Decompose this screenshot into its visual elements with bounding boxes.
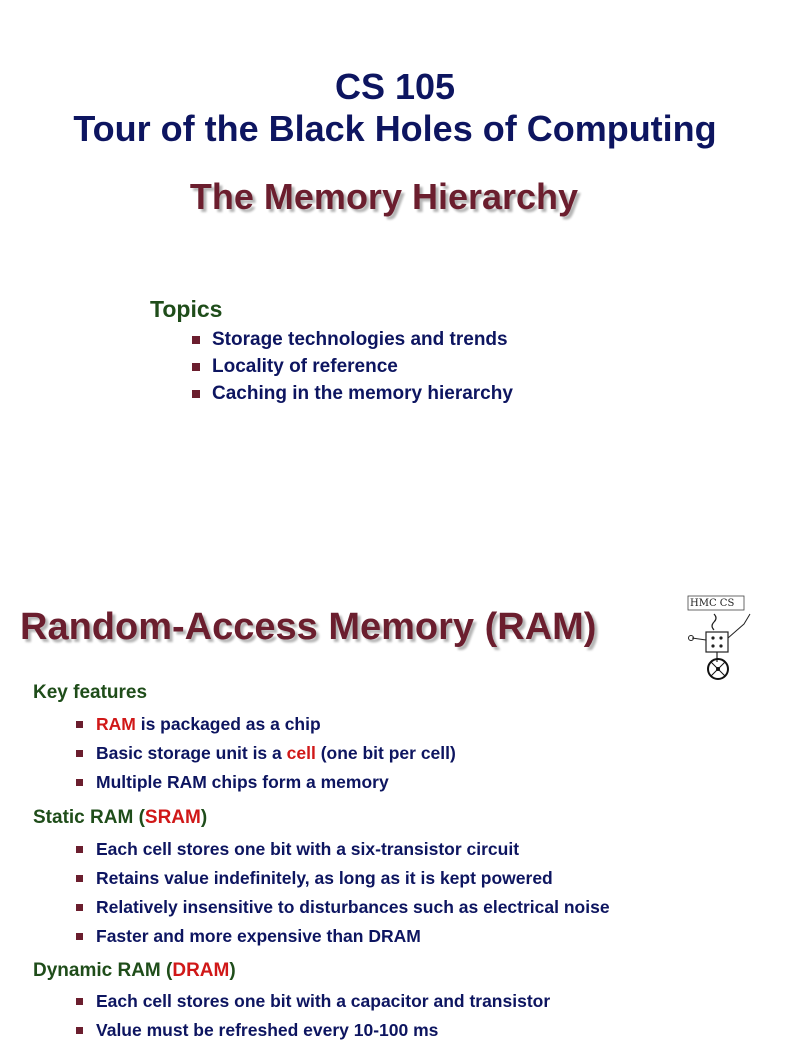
key-features-list [76, 710, 456, 797]
list-item [76, 922, 610, 951]
topics-list [192, 326, 513, 407]
highlight-term: RAM [96, 714, 136, 734]
highlight-term: DRAM [172, 960, 230, 981]
item-text: is packaged as a chip [135, 714, 321, 734]
list-item [76, 864, 610, 893]
square-bullet-icon [76, 721, 83, 728]
list-item [76, 893, 610, 922]
item-text: Multiple RAM chips form a memory [96, 772, 389, 792]
square-bullet-icon [76, 750, 83, 757]
square-bullet-icon [192, 336, 200, 344]
course-title: Tour of the Black Holes of Computing [73, 108, 717, 149]
list-item [76, 835, 610, 864]
item-text: Value must be refreshed every 10-100 ms [96, 1020, 439, 1040]
course-code: CS 105 [334, 66, 456, 107]
item-text: Faster and more expensive than DRAM [96, 926, 421, 946]
square-bullet-icon [192, 390, 200, 398]
list-item [192, 353, 513, 380]
square-bullet-icon [76, 846, 83, 853]
slide-ram [0, 580, 768, 1040]
list-item [76, 987, 550, 1016]
list-item [76, 710, 456, 739]
heading-text: ) [229, 960, 236, 981]
topic-text: Storage technologies and trends [212, 329, 508, 350]
square-bullet-icon [76, 779, 83, 786]
highlight-term: cell [286, 743, 316, 763]
topic-text: Locality of reference [212, 356, 398, 377]
list-item [76, 1016, 550, 1045]
dynamic-ram-list [76, 987, 550, 1045]
heading-text: Static RAM ( [33, 807, 145, 828]
static-ram-heading [33, 807, 207, 829]
list-item [192, 326, 513, 353]
list-item [76, 739, 456, 768]
square-bullet-icon [76, 998, 83, 1005]
square-bullet-icon [76, 1027, 83, 1034]
item-text: Retains value indefinitely, as long as it is kept powered [96, 868, 553, 888]
square-bullet-icon [76, 933, 83, 940]
item-text: Each cell stores one bit with a capacitor and transistor [96, 991, 551, 1011]
list-item [76, 768, 456, 797]
highlight-term: SRAM [144, 807, 201, 828]
static-ram-list [76, 835, 610, 951]
item-text: Each cell stores one bit with a six-transistor circuit [96, 839, 520, 859]
square-bullet-icon [192, 363, 200, 371]
list-item [192, 380, 513, 407]
item-text: (one bit per cell) [315, 743, 456, 763]
lecture-title: The Memory Hierarchy [189, 176, 579, 217]
heading-text: ) [200, 807, 208, 828]
square-bullet-icon [76, 875, 83, 882]
item-text: Relatively insensitive to disturbances such as electrical noise [96, 897, 610, 917]
key-features-heading: Key features [33, 682, 148, 703]
hmc-cs-logo-icon [684, 594, 760, 682]
item-text: Basic storage unit is a [96, 743, 287, 763]
heading-text: Dynamic RAM ( [33, 960, 173, 981]
dynamic-ram-heading [33, 960, 236, 982]
topic-text: Caching in the memory hierarchy [212, 383, 513, 404]
slide-title-heading: Random-Access Memory (RAM) [20, 606, 597, 648]
square-bullet-icon [76, 904, 83, 911]
logo-text: HMC CS [690, 598, 735, 609]
topics-heading: Topics [150, 296, 223, 322]
